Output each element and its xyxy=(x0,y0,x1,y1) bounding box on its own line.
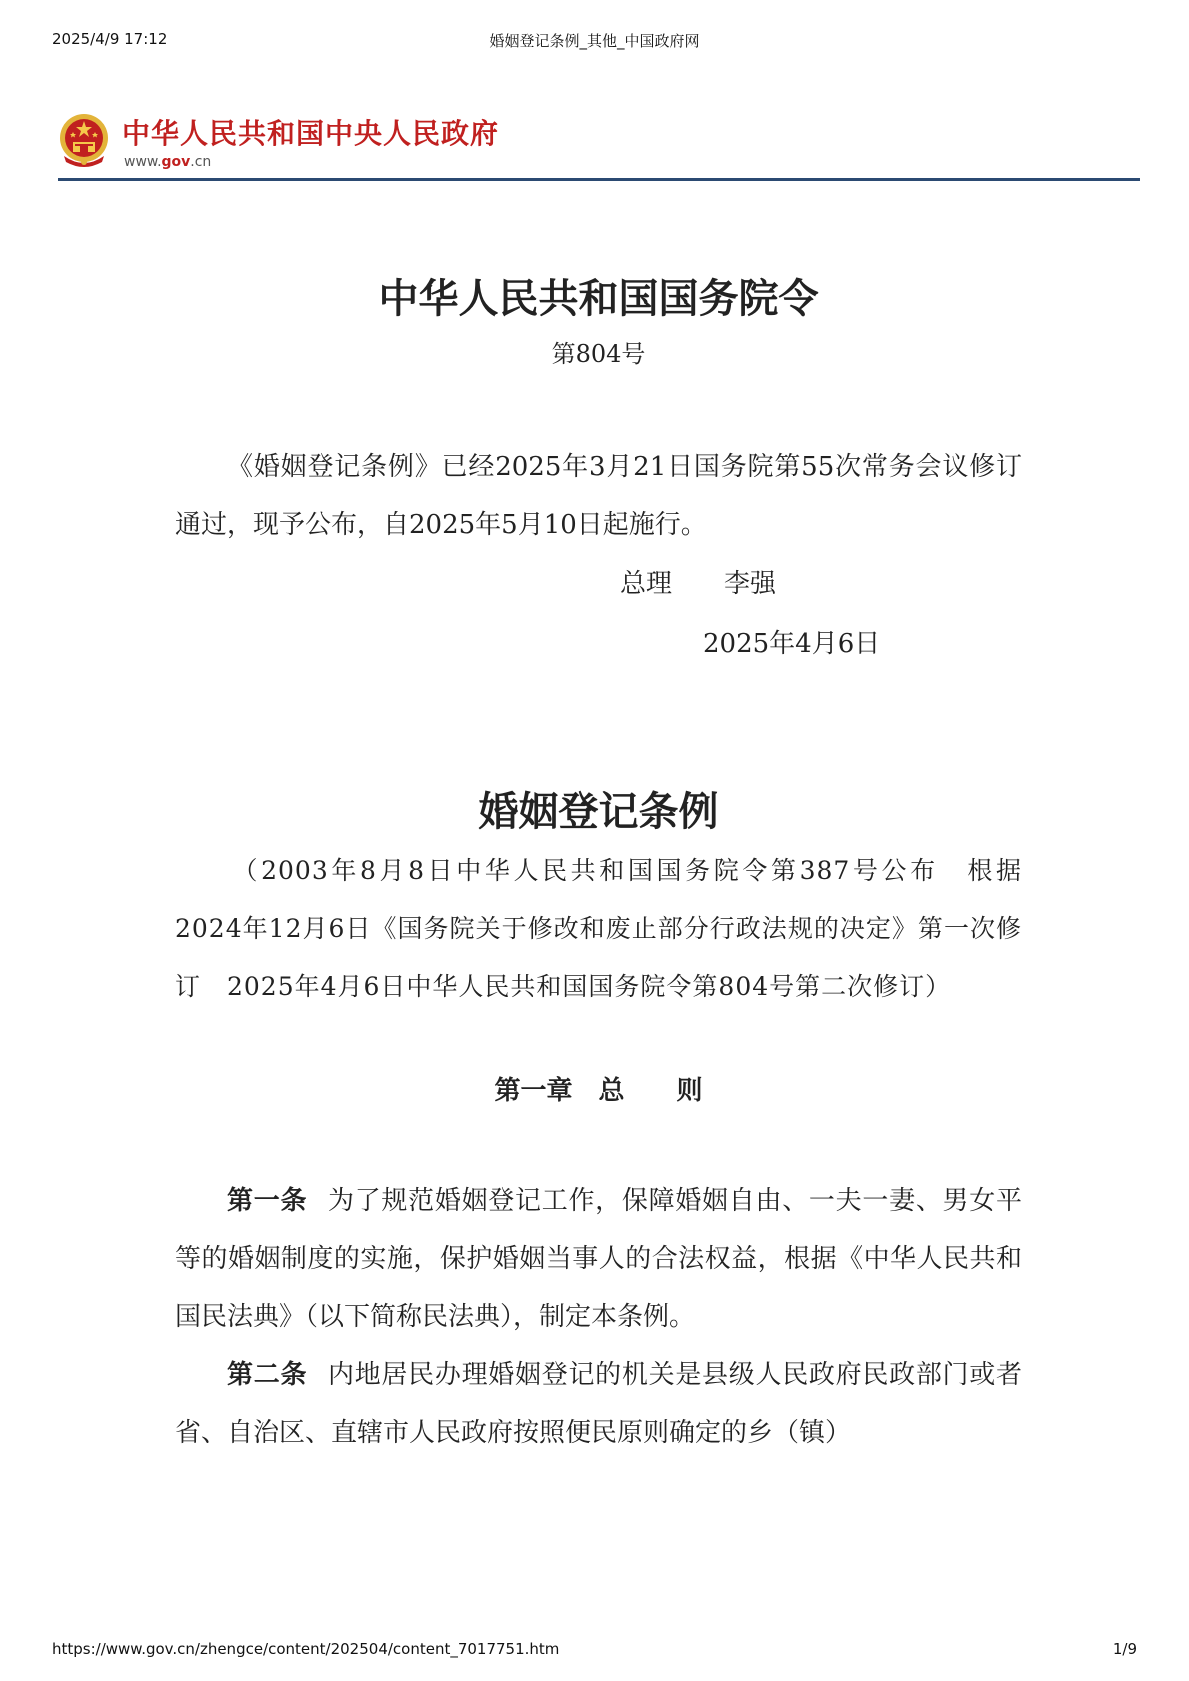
header-divider xyxy=(58,178,1140,181)
site-url-prefix: www. xyxy=(124,154,162,170)
print-footer xyxy=(52,1640,1137,1664)
article-label: 第一条 xyxy=(227,1186,308,1216)
page-url[interactable]: https://www.gov.cn/zhengce/content/202504/content_7017751.htm xyxy=(52,1640,560,1658)
signer-name: 李强 xyxy=(724,569,777,599)
chapter-title: 第一章 总 则 xyxy=(494,1076,703,1106)
site-name[interactable]: 中华人民共和国中央人民政府 xyxy=(122,117,500,150)
print-page-title: 婚姻登记条例_其他_中国政府网 xyxy=(489,32,700,50)
national-emblem-icon[interactable] xyxy=(58,112,110,170)
site-header xyxy=(58,108,1140,180)
site-url[interactable] xyxy=(124,154,211,170)
print-header xyxy=(52,30,1137,54)
print-datetime: 2025/4/9 17:12 xyxy=(52,30,168,48)
order-number: 第804号 xyxy=(551,340,646,368)
signer xyxy=(175,554,1022,614)
signer-title: 总理 xyxy=(620,569,673,599)
order-title: 中华人民共和国国务院令 xyxy=(378,275,819,322)
revision-history: （2003年8月8日中华人民共和国国务院令第387号公布 根据2024年12月6日《国务院关于修改和废止部分行政法规的决定》第一次修订 2025年4月6日中华人民共和国国务院令第804号第二次修订） xyxy=(175,856,1022,1001)
regulation-title: 婚姻登记条例 xyxy=(478,788,719,835)
site-url-domain: gov xyxy=(161,154,191,170)
article-text: 内地居民办理婚姻登记的机关是县级人民政府民政部门或者省、自治区、直辖市人民政府按照便民原则确定的乡（镇） xyxy=(175,1360,1022,1448)
article-1 xyxy=(175,1172,1022,1346)
document-content xyxy=(175,270,1022,1462)
site-url-suffix: .cn xyxy=(190,154,212,170)
article-label: 第二条 xyxy=(227,1360,308,1390)
article-text: 为了规范婚姻登记工作，保障婚姻自由、一夫一妻、男女平等的婚姻制度的实施，保护婚姻当事人的合法权益，根据《中华人民共和国民法典》（以下简称民法典），制定本条例。 xyxy=(175,1186,1022,1332)
order-date: 2025年4月6日 xyxy=(703,629,881,659)
article-2 xyxy=(175,1346,1022,1462)
order-body: 《婚姻登记条例》已经2025年3月21日国务院第55次常务会议修订通过，现予公布，自2025年5月10日起施行。 xyxy=(175,452,1022,540)
page-number: 1/9 xyxy=(1112,1640,1137,1658)
